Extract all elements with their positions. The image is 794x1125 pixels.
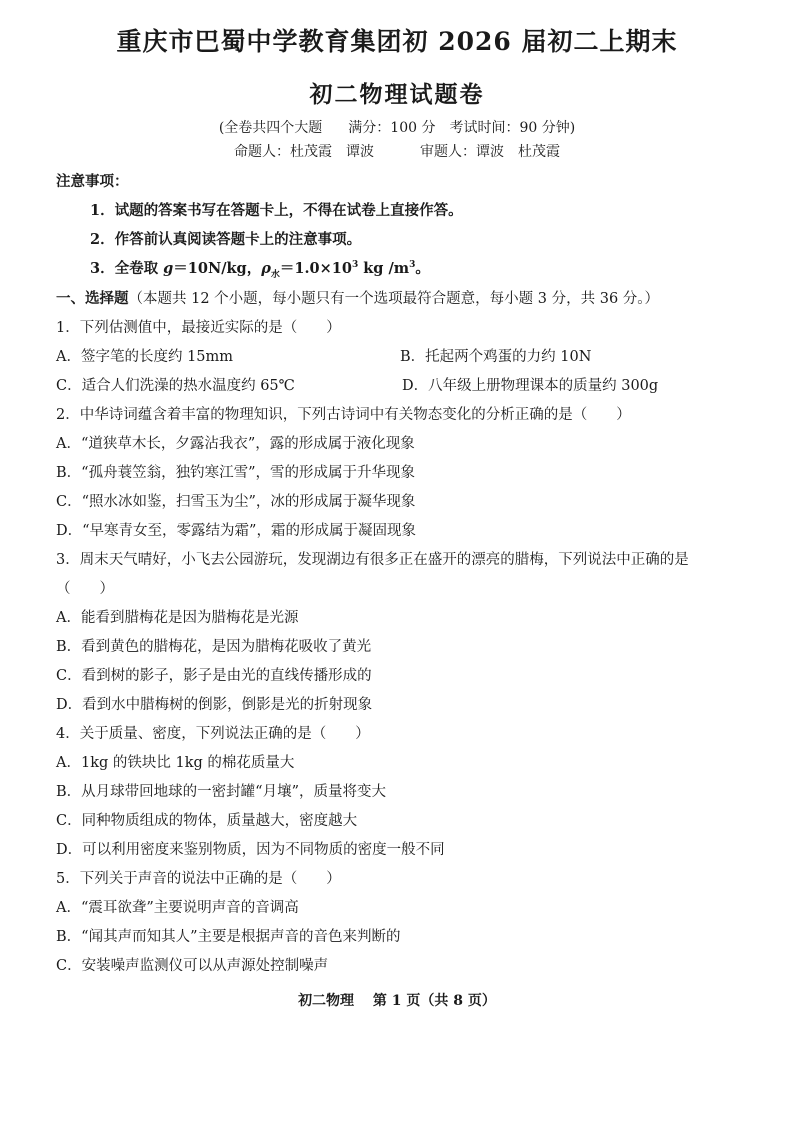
- exam-setter: 命题人：杜茂霞 谭波: [234, 144, 374, 160]
- section-1-title: 一、选择题: [56, 290, 129, 307]
- exam-reviewer: 审题人：谭波 杜茂霞: [420, 144, 560, 160]
- question-4-stem: 4．关于质量、密度，下列说法正确的是（ ）: [56, 726, 370, 742]
- question-2-stem: 2．中华诗词蕴含着丰富的物理知识，下列古诗词中有关物态变化的分析正确的是（ ）: [56, 407, 631, 423]
- question-3-option-d: D．看到水中腊梅树的倒影，倒影是光的折射现象: [56, 697, 373, 713]
- question-2-option-c: C．“照水冰如鉴，扫雪玉为尘”，冰的形成属于凝华现象: [56, 494, 416, 510]
- question-1-option-d: D．八年级上册物理课本的质量约 300g: [402, 378, 659, 394]
- page-footer: 初二物理 第 1 页（共 8 页）: [298, 993, 496, 1009]
- question-2-option-d: D．“早寒青女至，零露结为霜”，霜的形成属于凝固现象: [56, 523, 416, 539]
- question-3-option-c: C．看到树的影子，影子是由光的直线传播形成的: [56, 668, 372, 684]
- note-item-1: 1．试题的答案书写在答题卡上，不得在试卷上直接作答。: [90, 202, 463, 219]
- exam-subtitle: 初二物理试题卷: [309, 81, 485, 108]
- question-1-stem: 1．下列估测值中，最接近实际的是（ ）: [56, 320, 341, 336]
- question-4-option-a: A．1kg 的铁块比 1kg 的棉花质量大: [56, 755, 295, 771]
- question-1-option-b: B．托起两个鸡蛋的力约 10N: [400, 349, 592, 365]
- section-1-header: [56, 287, 659, 308]
- question-3-option-b: B．看到黄色的腊梅花，是因为腊梅花吸收了黄光: [56, 639, 372, 655]
- question-4-option-b: B．从月球带回地球的一密封罐“月壤”，质量将变大: [56, 784, 386, 800]
- question-4-option-c: C．同种物质组成的物体，质量越大，密度越大: [56, 813, 358, 829]
- question-1-option-a: A．签字笔的长度约 15mm: [56, 349, 234, 365]
- question-4-option-d: D．可以利用密度来鉴别物质，因为不同物质的密度一般不同: [56, 842, 445, 858]
- exam-info-line: [0, 117, 794, 137]
- question-5-option-c: C．安装噪声监测仪可以从声源处控制噪声: [56, 958, 329, 974]
- question-5-option-b: B．“闻其声而知其人”主要是根据声音的音色来判断的: [56, 929, 401, 945]
- exam-time: 考试时间：90 分钟): [449, 120, 576, 136]
- question-3-option-a: A．能看到腊梅花是因为腊梅花是光源: [56, 610, 299, 626]
- exam-author-line: [0, 141, 794, 161]
- exam-title: 重庆市巴蜀中学教育集团初 2026 届初二上期末: [116, 27, 678, 56]
- question-2-option-b: B．“孤舟蓑笠翁，独钓寒江雪”，雪的形成属于升华现象: [56, 465, 415, 481]
- note-item-3: 3．全卷取 g＝10N/kg，$\rho_水=1.0\times 10^3$ kg $/m^3$。: [90, 260, 430, 280]
- question-3-stem-bracket: （ ）: [56, 581, 114, 597]
- exam-full-score: 满分：100 分: [348, 120, 436, 136]
- question-1-options-ab: [56, 345, 736, 366]
- exam-sections: (全卷共四个大题: [218, 120, 323, 136]
- section-1-desc: （本题共 12 个小题，每小题只有一个选项最符合题意，每小题 3 分，共 36 分。）: [128, 291, 660, 307]
- question-5-stem: 5．下列关于声音的说法中正确的是（ ）: [56, 871, 341, 887]
- note-item-2: 2．作答前认真阅读答题卡上的注意事项。: [90, 231, 362, 248]
- question-2-option-a: A．“道狭草木长，夕露沾我衣”，露的形成属于液化现象: [56, 436, 415, 452]
- question-3-stem: 3．周末天气晴好，小飞去公园游玩，发现湖边有很多正在盛开的漂亮的腊梅，下列说法中正确的是: [56, 552, 689, 568]
- question-1-options-cd: [56, 374, 736, 395]
- question-5-option-a: A．“震耳欲聋”主要说明声音的音调高: [56, 900, 299, 916]
- question-1-option-c: C．适合人们洗澡的热水温度约 65℃: [56, 378, 295, 394]
- notes-heading: 注意事项：: [56, 173, 129, 190]
